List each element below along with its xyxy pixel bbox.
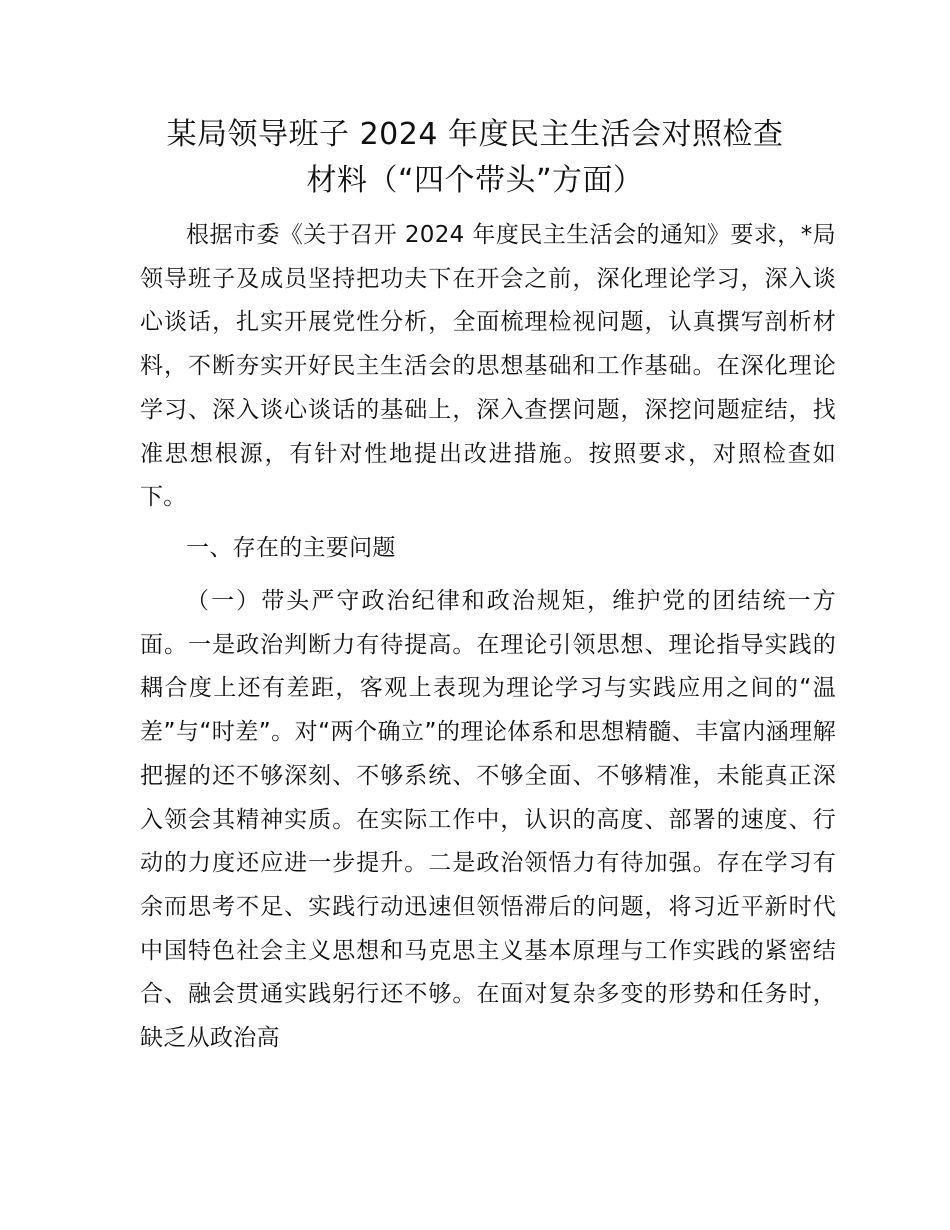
intro-paragraph: 根据市委《关于召开 2024 年度民主生活会的通知》要求，*局领导班子及成员坚持把功夫下在开会之前，深化理论学习，深入谈心谈话，扎实开展党性分析，全面梳理检视问题，认真撰写剖析材料，不断夯实开好民主生活会的思想基础和工作基础。在深化理论学习、深入谈心谈话的基础上，深入查摆问题，深挖问题症结，找准思想根源，有针对性地提出改进措施。按照要求，对照检查如下。	[140, 222, 836, 511]
section-heading: 一、存在的主要问题	[186, 535, 396, 561]
section-one-paragraph: （一）带头严守政治纪律和政治规矩，维护党的团结统一方面。一是政治判断力有待提高。在理论引领思想、理论指导实践的耦合度上还有差距，客观上表现为理论学习与实践应用之间的“温差”与“时差”。对“两个确立”的理论体系和思想精髓、丰富内涵理解把握的还不够深刻、不够系统、不够全面、不够精准，未能真正深入领会其精神实质。在实际工作中，认识的高度、部署的速度、行动的力度还应进一步提升。二是政治领悟力有待加强。存在学习有余而思考不足、实践行动迅速但领悟滞后的问题，将习近平新时代中国特色社会主义思想和马克思主义基本原理与工作实践的紧密结合、融会贯通实践躬行还不够。在面对复杂多变的形势和任务时，缺乏从政治高	[140, 588, 836, 1052]
title-line-2: 材料（“四个带头”方面）	[306, 163, 644, 198]
section-heading-block	[140, 527, 836, 571]
intro-paragraph-block	[140, 214, 836, 520]
section-one-block	[140, 580, 836, 1061]
document-title	[120, 112, 830, 204]
title-line-1: 某局领导班子 2024 年度民主生活会对照检查	[166, 117, 784, 152]
